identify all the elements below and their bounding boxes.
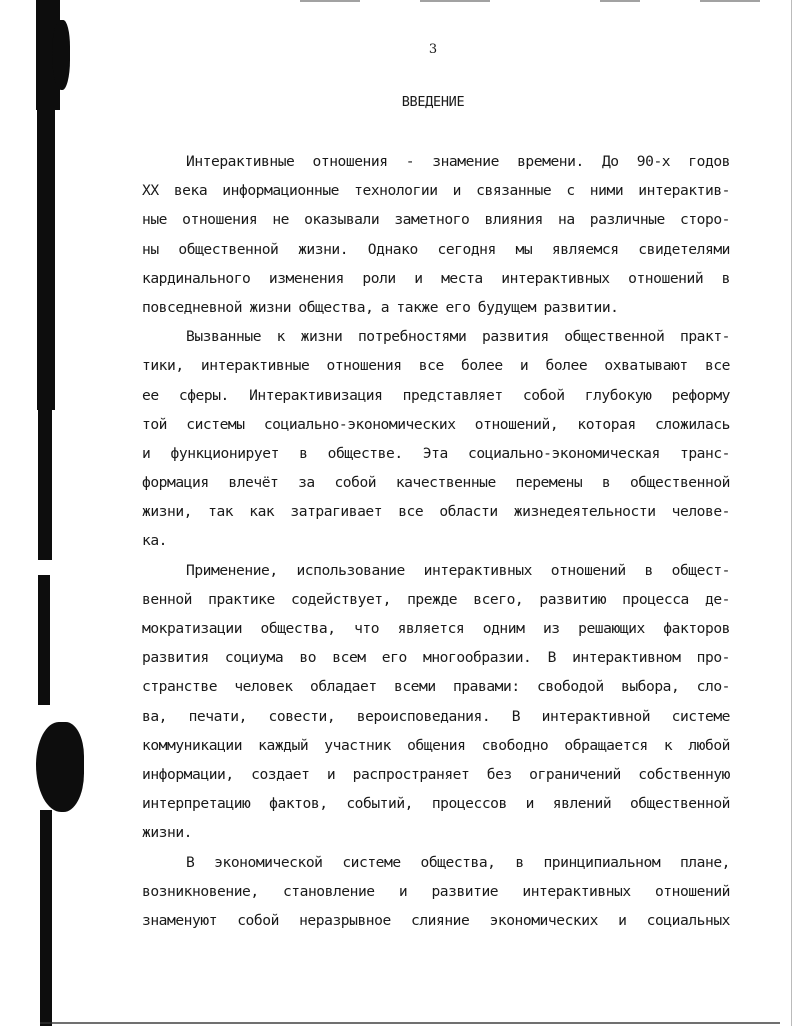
scan-binding-shadow-bottom: [40, 810, 52, 1026]
text-line: Интерактивные отношения - знамение времени. До 90-х годов: [186, 153, 730, 170]
text-line: Применение, использование интерактивных отношений в общест-: [186, 561, 730, 579]
paragraph-2: [142, 322, 730, 556]
text-line: жизни, так как затрагивает все области жизнедеятельности челове-: [142, 503, 730, 521]
document-body: [142, 147, 730, 935]
text-line: тики, интерактивные отношения все более и более охватывают все: [142, 357, 730, 375]
text-line: знаменуют собой неразрывное слияние экономических и социальных: [142, 911, 730, 929]
text-line: ка.: [142, 532, 168, 550]
text-line: жизни.: [142, 824, 193, 842]
text-line: повседневной жизни общества, а также его будущем развитии.: [142, 298, 619, 316]
text-line: Вызванные к жизни потребностями развития общественной практ-: [186, 328, 730, 346]
scan-binding-shadow-upper-mid: [37, 110, 55, 410]
text-line: развития социума во всем его многообразии. В интерактивном про-: [142, 649, 730, 667]
text-line: формация влечёт за собой качественные перемены в общественной: [142, 474, 730, 492]
scan-edge-top-2: [420, 0, 490, 2]
text-line: коммуникации каждый участник общения свободно обращается к любой: [142, 736, 730, 754]
text-line: возникновение, становление и развитие интерактивных отношений: [142, 882, 730, 900]
paragraph-4: [142, 848, 730, 936]
paragraph-1: [142, 147, 730, 322]
text-line: венной практике содействует, прежде всего, развитию процесса де-: [142, 590, 730, 608]
scan-binding-shadow-lower: [38, 575, 50, 705]
section-title: ВВЕДЕНИЕ: [401, 94, 465, 110]
text-line: интерпретацию фактов, событий, процессов и явлений общественной: [142, 795, 730, 813]
text-line: странстве человек обладает всеми правами: свободой выбора, сло-: [142, 678, 730, 696]
paragraph-3: [142, 556, 730, 848]
scan-binding-shadow-mid: [38, 410, 52, 560]
page-number: 3: [428, 42, 438, 57]
text-line: XX века информационные технологии и связанные с ними интерактив-: [142, 182, 730, 200]
scan-ink-blot-lower: [36, 722, 84, 812]
scan-edge-top-1: [300, 0, 360, 2]
text-line: В экономической системе общества, в принципиальном плане,: [186, 853, 730, 871]
scan-edge-bottom: [40, 1022, 780, 1024]
text-line: ны общественной жизни. Однако сегодня мы являемся свидетелями: [142, 240, 730, 258]
scan-edge-top-4: [700, 0, 760, 2]
text-line: кардинального изменения роли и места интерактивных отношений в: [142, 269, 730, 287]
text-line: и функционирует в обществе. Эта социально-экономическая транс-: [142, 444, 730, 462]
scan-edge-right: [791, 0, 792, 1026]
text-line: ные отношения не оказывали заметного влияния на различные сторо-: [142, 211, 730, 229]
text-line: мократизации общества, что является одним из решающих факторов: [142, 620, 730, 637]
scan-edge-top-3: [600, 0, 640, 2]
text-line: ва, печати, совести, вероисповедания. В интерактивной системе: [142, 707, 730, 725]
text-line: ее сферы. Интерактивизация представляет собой глубокую реформу: [142, 386, 730, 404]
text-line: информации, создает и распространяет без ограничений собственную: [142, 765, 730, 783]
text-line: той системы социально-экономических отношений, которая сложилась: [142, 415, 730, 433]
